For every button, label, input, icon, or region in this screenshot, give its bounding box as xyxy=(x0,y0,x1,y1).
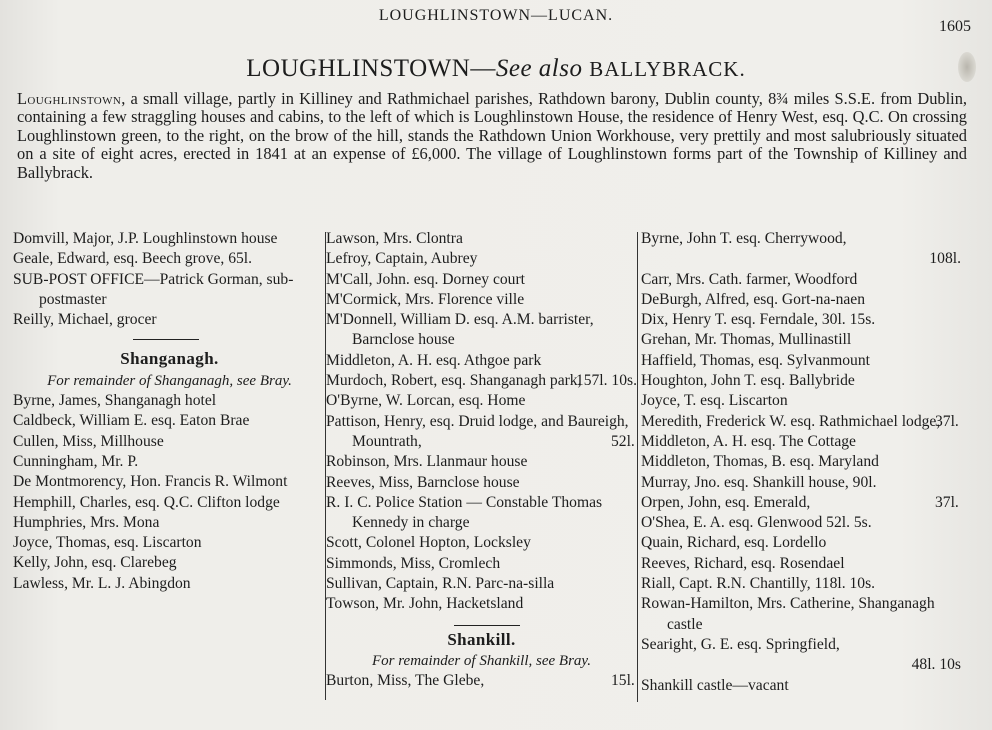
column-1 xyxy=(13,229,326,594)
entry xyxy=(326,290,637,310)
entry-text: M'Cormick, Mrs. Florence ville xyxy=(326,290,525,308)
entry-text: Rowan-Hamilton, Mrs. Catherine, Shanganagh castle xyxy=(641,595,935,633)
entry-text: O'Byrne, W. Lorcan, esq. Home xyxy=(326,392,526,410)
entry-amount: 157l. 10s. xyxy=(575,372,637,390)
entry xyxy=(641,290,961,310)
entry xyxy=(641,432,961,452)
entry xyxy=(641,330,961,350)
entry xyxy=(326,270,637,290)
entry xyxy=(326,574,637,594)
column-2 xyxy=(326,229,637,692)
column-3 xyxy=(641,229,961,696)
entry xyxy=(641,371,961,391)
entry-text: Orpen, John, esq. Emerald, xyxy=(641,493,811,511)
entry: Meredith, Frederick W. esq. Rathmichael lodge, 37l. xyxy=(641,412,959,430)
entry-text: Murray, Jno. esq. Shankill house, 90l. xyxy=(641,473,877,491)
intro-paragraph xyxy=(17,90,967,182)
entry: SUB-POST OFFICE—Patrick Gorman, sub-postmaster xyxy=(13,270,294,308)
section-note-shankill: For remainder of Shankill, see Bray. xyxy=(372,652,591,669)
section-title-shankill: Shankill. xyxy=(447,629,516,649)
entry-text: M'Call, John. esq. Dorney court xyxy=(326,270,526,288)
entry: Cunningham, Mr. P. xyxy=(13,452,139,470)
entry-text: Lefroy, Captain, Aubrey xyxy=(326,250,478,268)
entry xyxy=(641,655,961,675)
entry: Orpen, John, esq. Emerald, 37l. xyxy=(641,493,959,511)
entry xyxy=(641,635,961,655)
entry xyxy=(641,229,961,249)
entry-text: R. I. C. Police Station — Constable Thomas Kennedy in charge xyxy=(326,493,603,532)
entry xyxy=(641,270,961,290)
entry-text: Meredith, Frederick W. esq. Rathmichael lodge, xyxy=(641,412,941,430)
entry xyxy=(641,594,961,635)
section-rule xyxy=(133,339,199,340)
entry xyxy=(641,574,961,594)
entry-text: Searight, G. E. esq. Springfield, xyxy=(641,635,840,653)
entry xyxy=(641,249,961,269)
intro-text: , a small village, partly in Killiney and Rathmichael parishes, Rathdown barony, Dublin county, 8¾ miles S.S.E. from Dublin, containing a few straggling houses and cabins, to the left of which is Loughlinstown House, the residence of Henry West, esq. Q.C. On crossing Loughlinstown green, to the right, on the brow of the hill, stands the Rathdown Union Workhouse, very prettily and most salubriously situated on a site of eight acres, erected in 1841 at an expense of £6,000. The village of Loughlinstown forms part of the Township of Killiney and Ballybrack. xyxy=(17,89,967,182)
entry-text: O'Shea, E. A. esq. Glenwood 52l. 5s. xyxy=(641,514,872,532)
entry-text: Simmonds, Miss, Cromlech xyxy=(326,554,501,572)
entry-text: Robinson, Mrs. Llanmaur house xyxy=(326,453,528,471)
entry-text: Quain, Richard, esq. Lordello xyxy=(641,534,827,552)
entry-text: Middleton, Thomas, B. esq. Maryland xyxy=(641,453,879,471)
entry xyxy=(326,594,637,614)
entry-text: Towson, Mr. John, Hacketsland xyxy=(326,595,524,613)
entry: Domvill, Major, J.P. Loughlinstown house xyxy=(13,230,278,247)
entry: Lawless, Mr. L. J. Abingdon xyxy=(13,574,191,592)
entry xyxy=(326,391,637,411)
title-ref: BALLYBRACK. xyxy=(589,57,746,81)
entry-text: Murdoch, Robert, esq. Shanganagh park, xyxy=(326,372,582,390)
page-number: 1605 xyxy=(939,18,971,35)
entry: Hemphill, Charles, esq. Q.C. Clifton lodge xyxy=(13,493,280,511)
entry: Caldbeck, William E. esq. Eaton Brae xyxy=(13,412,250,430)
entry xyxy=(641,391,961,411)
entry-text: Houghton, John T. esq. Ballybride xyxy=(641,372,855,390)
column-divider-2 xyxy=(637,232,638,702)
entry-text: Scott, Colonel Hopton, Locksley xyxy=(326,534,531,552)
entry: Burton, Miss, The Glebe, 15l. xyxy=(326,672,635,690)
page-title xyxy=(0,55,992,83)
entry-text: Carr, Mrs. Cath. farmer, Woodford xyxy=(641,270,858,288)
entry: Geale, Edward, esq. Beech grove, 65l. xyxy=(13,250,253,268)
entry xyxy=(641,473,961,493)
title-see-also: See also xyxy=(495,55,583,82)
entry-text: Middleton, A. H. esq. The Cottage xyxy=(641,432,856,450)
entry xyxy=(641,351,961,371)
entry xyxy=(326,493,637,534)
entry: Pattison, Henry, esq. Druid lodge, and Baureigh, Mountrath, 52l. xyxy=(326,412,635,450)
entry-amount: 108l. xyxy=(929,250,961,268)
entry-text: Haffield, Thomas, esq. Sylvanmount xyxy=(641,351,870,369)
entry-text: Reeves, Richard, esq. Rosendael xyxy=(641,554,845,572)
entry-text: Joyce, T. esq. Liscarton xyxy=(641,392,788,410)
entry-text: Burton, Miss, The Glebe, xyxy=(326,672,485,690)
entry-amount: 48l. 10s xyxy=(911,656,961,674)
entry xyxy=(641,513,961,533)
entry: Humphries, Mrs. Mona xyxy=(13,513,160,531)
entry-text: DeBurgh, Alfred, esq. Gort-na-naen xyxy=(641,290,866,308)
entry xyxy=(326,310,637,351)
entry-text: Lawson, Mrs. Clontra xyxy=(326,230,463,247)
entry-text: Dix, Henry T. esq. Ferndale, 30l. 15s. xyxy=(641,311,876,329)
entry-text: Middleton, A. H. esq. Athgoe park xyxy=(326,351,542,369)
entry xyxy=(641,676,961,696)
section-title-shanganagh: Shanganagh. xyxy=(120,349,219,369)
entry xyxy=(326,249,637,269)
entry-text: Pattison, Henry, esq. Druid lodge, and Baureigh, Mountrath, xyxy=(326,412,629,450)
entry-text: Reeves, Miss, Barnclose house xyxy=(326,473,520,491)
entry: De Montmorency, Hon. Francis R. Wilmont xyxy=(13,473,288,491)
entry-text: Riall, Capt. R.N. Chantilly, 118l. 10s. xyxy=(641,575,876,593)
entry xyxy=(326,452,637,472)
entry xyxy=(641,554,961,574)
entry xyxy=(641,533,961,553)
entry xyxy=(326,473,637,493)
section-rule xyxy=(454,625,520,626)
entry: Reilly, Michael, grocer xyxy=(13,311,157,329)
entry-text: Byrne, John T. esq. Cherrywood, xyxy=(641,230,847,247)
entry xyxy=(326,229,637,249)
title-main: LOUGHLINSTOWN— xyxy=(246,55,496,82)
entry: Joyce, Thomas, esq. Liscarton xyxy=(13,534,202,552)
entry xyxy=(326,351,637,371)
entry-text: Shankill castle—vacant xyxy=(641,676,789,694)
entry xyxy=(641,310,961,330)
entry-text: Grehan, Mr. Thomas, Mullinastill xyxy=(641,331,852,349)
running-head: LOUGHLINSTOWN—LUCAN. xyxy=(378,7,614,24)
entry-text: Sullivan, Captain, R.N. Parc-na-silla xyxy=(326,575,555,593)
entry: Cullen, Miss, Millhouse xyxy=(13,432,164,450)
entry xyxy=(326,554,637,574)
entry: Kelly, John, esq. Clarebeg xyxy=(13,554,177,572)
section-note-shanganagh: For remainder of Shanganagh, see Bray. xyxy=(47,372,292,389)
entry xyxy=(641,452,961,472)
intro-lead: Loughlinstown xyxy=(17,89,122,108)
entry xyxy=(326,371,637,391)
entry: Byrne, James, Shanganagh hotel xyxy=(13,392,217,410)
entry xyxy=(326,533,637,553)
entry-text: M'Donnell, William D. esq. A.M. barrister, Barnclose house xyxy=(326,311,594,349)
